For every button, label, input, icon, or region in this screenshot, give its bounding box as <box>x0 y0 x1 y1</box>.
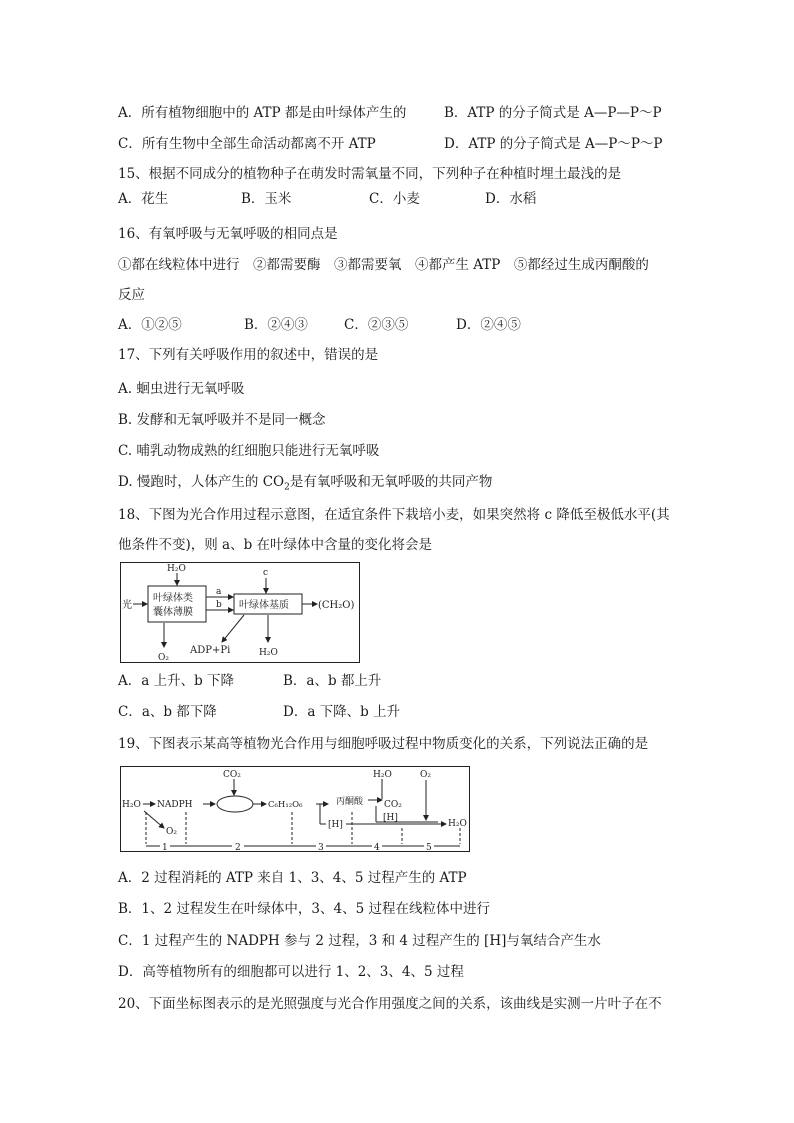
q16-option-c: C．②③⑤ <box>344 317 409 333</box>
q18-stem-line-2: 他条件不变)，则 a、b 在叶绿体中含量的变化将会是 <box>118 537 433 553</box>
q20-stem: 20、下面坐标图表示的是光照强度与光合作用强度之间的关系，该曲线是实测一片叶子在不 <box>118 996 662 1012</box>
q14-option-b: B．ATP 的分子简式是 A—P—P～P <box>444 105 662 121</box>
h2o-top-label: H₂O <box>373 770 392 780</box>
step-1-label: 1 <box>162 843 168 852</box>
q17-stem: 17、下列有关呼吸作用的叙述中，错误的是 <box>118 347 379 363</box>
calvin-cycle-ellipse <box>217 796 253 812</box>
q14-option-a: A．所有植物细胞中的 ATP 都是由叶绿体产生的 <box>118 105 407 121</box>
q16-stem: 16、有氧呼吸与无氧呼吸的相同点是 <box>118 226 338 242</box>
q18-option-c: C．a、b 都下降 <box>118 704 217 720</box>
q15-stem: 15、根据不同成分的植物种子在萌发时需氧量不同，下列种子在种植时埋土最浅的是 <box>118 166 622 182</box>
q16-option-a: A．①②⑤ <box>118 317 182 333</box>
nadph-label: NADPH <box>157 800 193 810</box>
q16-items-cont: 反应 <box>118 287 145 303</box>
q18-option-d: D．a 下降、b 上升 <box>283 704 401 720</box>
q19-option-b: B．1、2 过程发生在叶绿体中，3、4、5 过程在线粒体中进行 <box>118 901 490 917</box>
q14-option-d: D．ATP 的分子简式是 A—P～P～P <box>444 136 663 152</box>
q17-option-a: A. 蛔虫进行无氧呼吸 <box>118 381 245 397</box>
o2-out-label: O₂ <box>158 653 169 663</box>
o2-top-label: O₂ <box>420 770 431 780</box>
adp-label: ADP+Pi <box>190 645 231 656</box>
thylakoid-label-2: 囊体薄膜 <box>153 607 193 618</box>
step-2-label: 2 <box>235 843 241 852</box>
q17-option-d <box>118 473 492 497</box>
q18-option-b: B．a、b 都上升 <box>283 673 382 689</box>
q17-option-d-sub: 2 <box>284 482 290 493</box>
c-label: c <box>263 568 269 578</box>
pyruvate-label: 丙酮酸 <box>336 797 364 807</box>
q19-option-c: C．1 过程产生的 NADPH 参与 2 过程，3 和 4 过程产生的 [H]与氧结合产生水 <box>118 933 601 949</box>
q19-option-d: D．高等植物所有的细胞都可以进行 1、2、3、4、5 过程 <box>118 964 464 980</box>
o2-bottom-label: O₂ <box>166 827 177 837</box>
q15-option-b: B．玉米 <box>241 191 292 207</box>
q14-option-c: C．所有生物中全部生命活动都离不开 ATP <box>118 136 376 152</box>
thylakoid-label-1: 叶绿体类 <box>153 593 193 604</box>
step-4-label: 4 <box>374 843 380 852</box>
q17-option-b: B. 发酵和无氧呼吸并不是同一概念 <box>118 412 326 428</box>
q15-option-d: D．水稻 <box>485 191 537 207</box>
photosynthesis-diagram <box>120 562 360 664</box>
co2-top-label: CO₂ <box>223 770 241 780</box>
step-5-label: 5 <box>426 843 432 852</box>
glucose-label: C₆H₁₂O₆ <box>268 800 303 810</box>
q15-option-c: C．小麦 <box>369 191 420 207</box>
b-label: b <box>216 600 222 610</box>
q15-option-a: A．花生 <box>118 191 169 207</box>
stroma-label: 叶绿体基质 <box>239 600 289 611</box>
q18-stem-line-1: 18、下图为光合作用过程示意图，在适宜条件下栽培小麦，如果突然将 c 降低至极低水平(其 <box>118 507 670 523</box>
ch2o-label: (CH₂O) <box>318 600 355 611</box>
q17-option-d-post: 是有氧呼吸和无氧呼吸的共同产物 <box>289 474 493 490</box>
a-label: a <box>216 587 222 597</box>
h2o-in-label: H₂O <box>167 564 186 574</box>
q16-option-b: B．②④③ <box>244 317 308 333</box>
metabolism-diagram <box>120 766 470 852</box>
h-label-2: [H] <box>383 813 398 823</box>
q18-option-a: A．a 上升、b 下降 <box>118 673 235 689</box>
h2o-out-label: H₂O <box>259 648 278 658</box>
q16-option-d: D．②④⑤ <box>456 317 521 333</box>
q19-option-a: A．2 过程消耗的 ATP 来自 1、3、4、5 过程产生的 ATP <box>118 870 467 886</box>
h2o-right-label: H₂O <box>448 819 467 829</box>
h2o-left-label: H₂O <box>122 800 141 810</box>
light-label: 光 <box>122 600 132 611</box>
q17-option-c: C. 哺乳动物成熟的红细胞只能进行无氧呼吸 <box>118 443 380 459</box>
q19-stem: 19、下图表示某高等植物光合作用与细胞呼吸过程中物质变化的关系，下列说法正确的是 <box>118 736 649 752</box>
step-3-label: 3 <box>318 843 324 852</box>
co2-mid-label: CO₂ <box>384 800 402 810</box>
h-label-1: [H] <box>328 820 343 830</box>
q17-option-d-pre: D. 慢跑时，人体产生的 CO <box>118 474 285 490</box>
q16-items: ①都在线粒体中进行 ②都需要酶 ③都需要氧 ④都产生 ATP ⑤都经过生成丙酮酸的 <box>118 257 649 273</box>
